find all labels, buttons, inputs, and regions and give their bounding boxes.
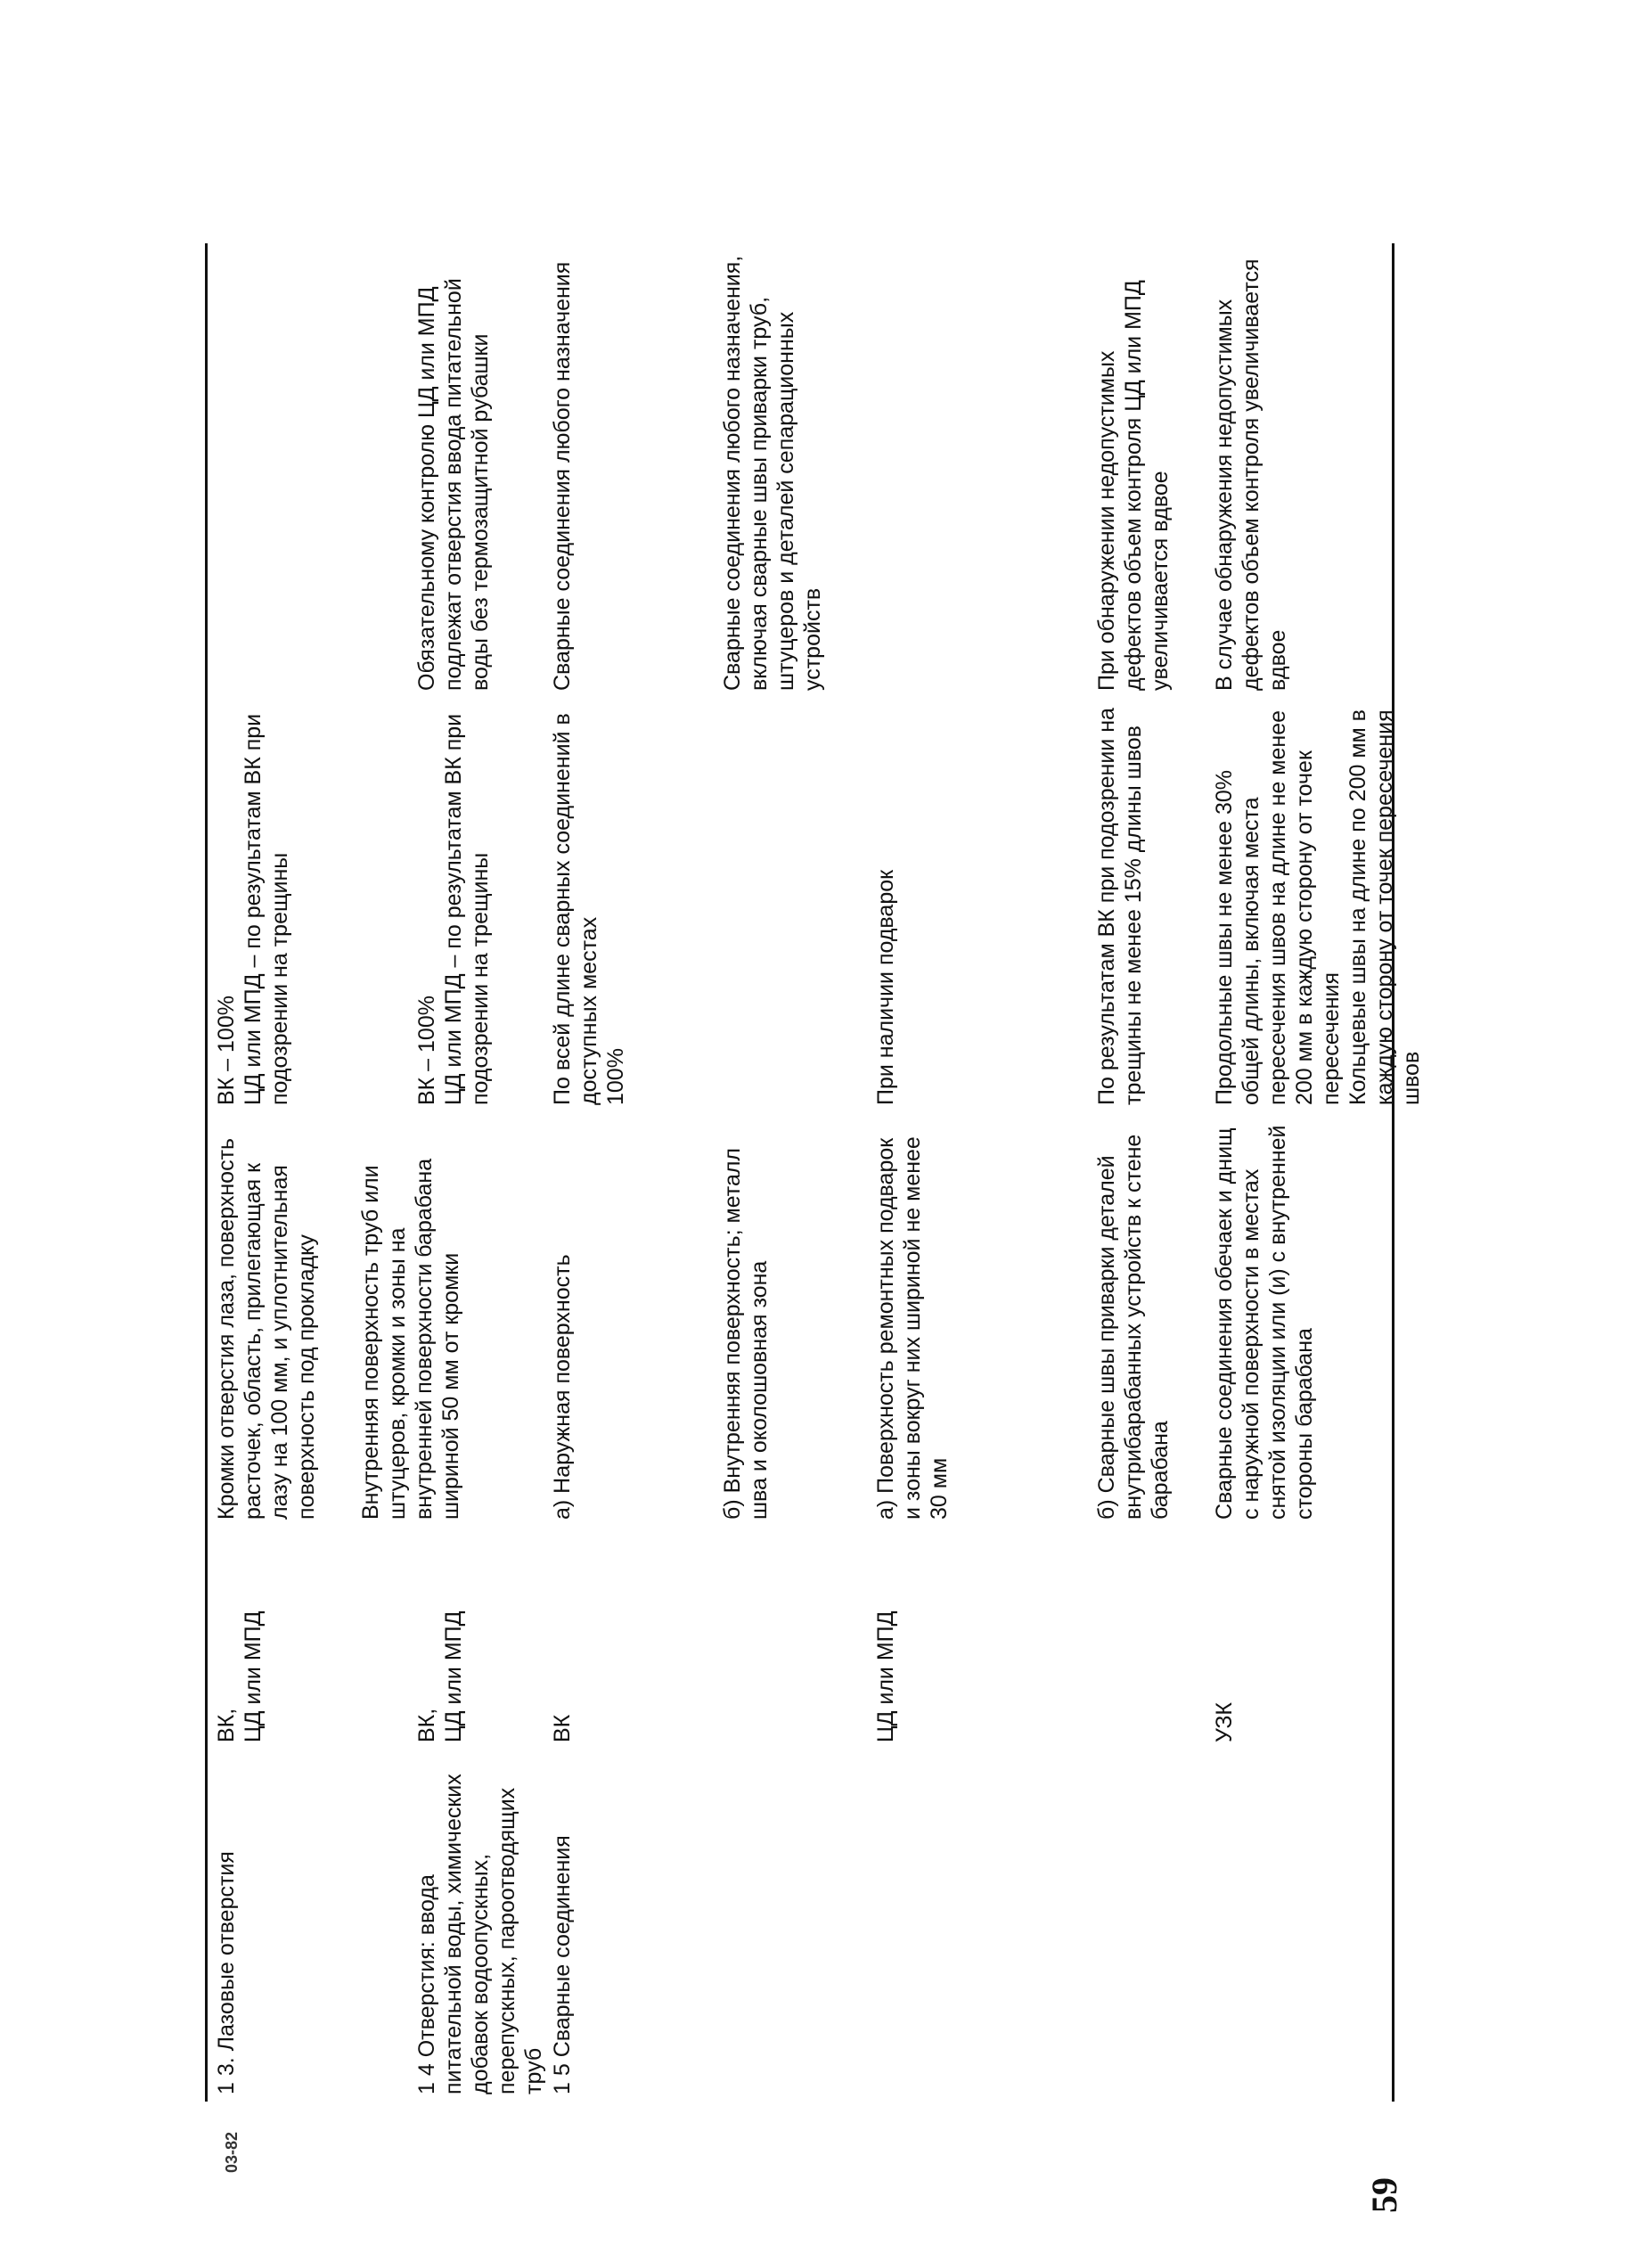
object-cell xyxy=(209,1750,1394,2102)
method-c: ВК xyxy=(550,1714,575,1742)
zone-g: Сварные соединения обечаек и днищ с наружной поверхности в местах снятой изоляции или (и) с внутренней стороны барабана xyxy=(1212,1119,1317,1520)
zone-cell xyxy=(209,1112,1394,1527)
method-e: УЗК xyxy=(1212,1702,1237,1742)
zone-a: Кромки отверстия лаза, поверхность расточек, область, прилегающая к лазу на 100 мм, и уплотнительная поверхность под прокладку xyxy=(214,1132,319,1520)
notes-cell xyxy=(209,243,1394,698)
method-b: ВК, ЦД или МПД xyxy=(414,1610,466,1742)
row-1-5-label: 1 5 Сварные соединения xyxy=(550,1835,575,2094)
method-cell xyxy=(209,1527,1394,1750)
extent-cell xyxy=(209,698,1424,1112)
extent-b: ВК – 100% ЦД или МПД – по результатам ВК при подозрении на трещины xyxy=(414,713,493,1105)
note-d: При обнаружении недопустимых дефектов объем контроля ЦД или МПД увеличивается вдвое xyxy=(1094,274,1173,691)
extent-d: При наличии подварок xyxy=(873,869,898,1105)
zone-f: б) Сварные швы приварки деталей внутрибарабанных устройств к стене барабана xyxy=(1094,1127,1173,1520)
note-a: Обязательному контролю ЦД или МПД подлежат отверстия ввода питательной воды без термозащитной рубашки xyxy=(414,272,493,691)
method-d: ЦД или МПД xyxy=(873,1610,898,1742)
zone-d: б) Внутренняя поверхность; металл шва и околошовная зона xyxy=(720,1142,772,1520)
zone-b: Внутренняя поверхность труб или штуцеров, кромки и зоны на внутренней поверхности барабана шириной 50 мм от кромки xyxy=(358,1151,463,1520)
table-row xyxy=(209,243,1394,2102)
table-top-rule xyxy=(205,243,208,2102)
row-1-3-label: 1 3. Лазовые отверстия xyxy=(214,1851,239,2094)
method-a: ВК, ЦД или МПД xyxy=(214,1610,266,1742)
page-number: 59 xyxy=(1364,2177,1404,2213)
zone-e: а) Поверхность ремонтных подварок и зоны вокруг них шириной не менее 30 мм xyxy=(873,1130,952,1520)
note-b: Сварные соединения любого назначения xyxy=(550,261,575,691)
note-c: Сварные соединения любого назначения, включая сварные швы приварки труб, штуцеров и деталей сепарационных устройств xyxy=(720,249,825,691)
note-e: В случае обнаружения недопустимых дефектов объем контроля увеличивается вдвое xyxy=(1212,252,1290,691)
document-code: 03-82 xyxy=(223,2131,241,2173)
extent-c: По всей длине сварных соединений в доступных местах 100% xyxy=(550,713,628,1105)
zone-c: а) Наружная поверхность xyxy=(550,1254,575,1520)
row-1-4-label: 1 4 Отверстия: ввода питательной воды, химических добавок водоопускных, перепускных, пароотводящих труб xyxy=(414,1767,546,2094)
extent-a: ВК – 100% ЦД или МПД – по результатам ВК при подозрении на трещины xyxy=(214,713,292,1105)
extent-e: По результатам ВК при подозрении на трещины не менее 15% длины швов xyxy=(1094,701,1146,1105)
extent-f: Продольные швы не менее 30% общей длины, включая места пересечения швов на длине не менее 200 мм в каждую сторону от точек пересечения Кольцевые швы на длине по 200 мм в каждую сторону от точек пересечения швов xyxy=(1212,709,1424,1105)
inspection-table xyxy=(209,243,1424,2102)
